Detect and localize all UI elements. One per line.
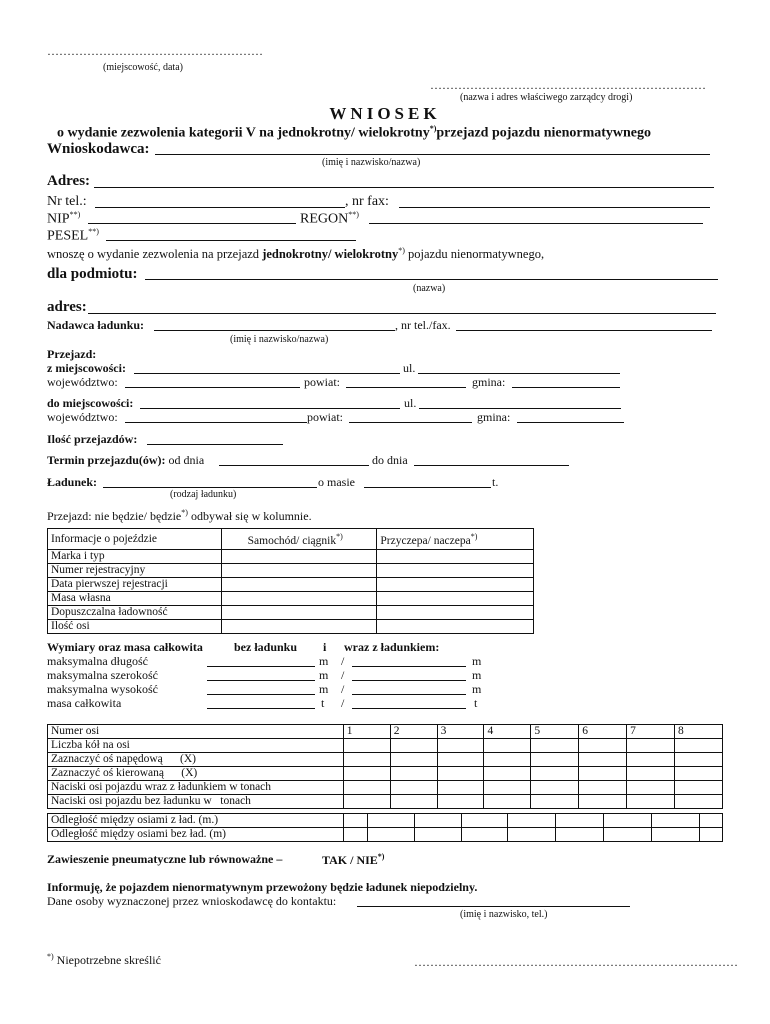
vehicle-row (48, 606, 534, 620)
suspension-label: Zawieszenie pneumatyczne lub równoważne – (47, 852, 283, 866)
vehicle-row (48, 578, 534, 592)
tel-label: Nr tel.: (47, 194, 87, 209)
dim-width-with[interactable] (352, 668, 466, 681)
axle-cell[interactable] (390, 781, 437, 795)
vehicle-row-label: Numer rejestracyjny (48, 564, 222, 578)
vehicle-cell[interactable] (377, 606, 534, 620)
vehicle-row (48, 592, 534, 606)
axle-distance-row (48, 814, 723, 828)
axle-row-label: Naciski osi pojazdu wraz z ładunkiem w tonach (48, 781, 344, 795)
road-manager-label: (nazwa i adres właściwego zarządcy drogi) (460, 92, 633, 103)
vehicle-row-label: Marka i typ (48, 550, 222, 564)
axle-number: 7 (627, 725, 675, 739)
tel-field[interactable] (95, 195, 345, 208)
axle-number: 8 (675, 725, 723, 739)
to-field[interactable] (140, 396, 400, 409)
axle-cell[interactable] (531, 767, 579, 781)
axle-number: 1 (343, 725, 390, 739)
axle-cell[interactable] (367, 814, 414, 828)
dimensions-without: bez ładunku (234, 640, 298, 654)
nip-field[interactable] (88, 211, 296, 224)
axle-cell[interactable] (556, 814, 604, 828)
axle-cell[interactable] (531, 753, 579, 767)
applicant-field[interactable] (155, 142, 710, 155)
fax-field[interactable] (399, 195, 710, 208)
axle-cell[interactable] (627, 767, 675, 781)
axle-table (47, 724, 723, 809)
indivisible-statement: Informuję, że pojazdem nienormatywnym przewożony będzie ładunek niepodzielny. (47, 880, 478, 894)
entity-label: dla podmiotu: (47, 266, 138, 282)
nip-label: NIP**) (47, 210, 81, 227)
axle-cell[interactable] (627, 739, 675, 753)
axle-cell[interactable] (343, 795, 390, 809)
axle-header-row (48, 725, 723, 739)
dim-mass-with[interactable] (352, 696, 466, 709)
axle-cell[interactable] (390, 795, 437, 809)
vehicle-cell[interactable] (377, 578, 534, 592)
axle-number: 6 (579, 725, 627, 739)
axle-cell[interactable] (508, 828, 556, 842)
dim-length-unit-2: m (472, 654, 482, 668)
to-street-label: ul. (404, 396, 417, 410)
from-voivodeship-label: województwo: (47, 375, 118, 389)
from-field[interactable] (134, 361, 400, 374)
dim-height-label: maksymalna wysokość (47, 682, 158, 696)
dim-mass-label: masa całkowita (47, 696, 122, 710)
vehicle-header-truck: Samochód/ ciągnik*) (221, 529, 377, 550)
vehicle-row-label: Masa własna (48, 592, 222, 606)
axle-cell[interactable] (675, 767, 723, 781)
axle-cell[interactable] (627, 795, 675, 809)
to-label: do miejscowości: (47, 396, 134, 410)
axle-cell[interactable] (579, 767, 627, 781)
cargo-unit: t. (492, 475, 499, 489)
axle-row (48, 767, 723, 781)
entity-field[interactable] (145, 267, 718, 280)
applicant-sub: (imię i nazwisko/nazwa) (322, 157, 421, 168)
term-row: Termin przejazdu(ów): od dnia (47, 453, 205, 467)
dim-length-label: maksymalna długość (47, 654, 148, 668)
axle-cell[interactable] (627, 781, 675, 795)
address-field[interactable] (94, 175, 714, 188)
vehicle-table (47, 528, 534, 634)
axle-row (48, 781, 723, 795)
dim-sep: / (341, 682, 345, 696)
axle-cell[interactable] (343, 781, 390, 795)
axle-row-label: Odległość między osiami z ład. (m.) (48, 814, 344, 828)
axle-cell[interactable] (390, 739, 437, 753)
axle-cell[interactable] (531, 781, 579, 795)
convoy-text: Przejazd: nie będzie/ będzie*) odbywał się w kolumnie. (47, 508, 312, 523)
axle-row (48, 795, 723, 809)
axle-cell[interactable] (604, 828, 652, 842)
vehicle-header-info: Informacje o pojeździe (48, 529, 222, 550)
cargo-mass-field[interactable] (364, 475, 491, 488)
to-commune-label: gmina: (477, 410, 511, 424)
vehicle-header-trailer: Przyczepa/ naczepa*) (377, 529, 534, 550)
axle-cell[interactable] (484, 753, 531, 767)
cargo-mass-label: o masie (318, 475, 355, 489)
axle-cell[interactable] (484, 767, 531, 781)
axle-row-label: Liczba kół na osi (48, 739, 344, 753)
axle-cell[interactable] (579, 795, 627, 809)
dim-sep: / (341, 668, 345, 682)
signature-dots[interactable]: ……………………………………………………………………… (414, 955, 738, 969)
contact-sub: (imię i nazwisko, tel.) (460, 909, 548, 920)
cargo-sub: (rodzaj ładunku) (170, 489, 237, 500)
road-manager-dots: …………………………………………………………… (430, 78, 706, 92)
axle-number: 2 (390, 725, 437, 739)
pesel-field[interactable] (106, 228, 356, 241)
axle-row (48, 739, 723, 753)
vehicle-row-label: Data pierwszej rejestracji (48, 578, 222, 592)
term-to-label: do dnia (372, 453, 408, 467)
cargo-field[interactable] (103, 475, 317, 488)
entity-address-label: adres: (47, 299, 87, 315)
axle-cell[interactable] (437, 753, 484, 767)
axle-cell[interactable] (675, 781, 723, 795)
dim-height-unit-2: m (472, 682, 482, 696)
suspension-value[interactable]: TAK / NIE*) (322, 852, 385, 867)
to-voivodeship-field[interactable] (125, 410, 307, 423)
axle-cell[interactable] (579, 781, 627, 795)
sender-tel-label: , nr tel./fax. (395, 318, 451, 332)
to-county-label: powiat: (307, 410, 343, 424)
vehicle-cell[interactable] (221, 550, 377, 564)
place-date-dots: ……………………………………………… (47, 44, 263, 58)
axle-cell[interactable] (556, 828, 604, 842)
axle-cell[interactable] (437, 795, 484, 809)
dim-sep: / (341, 696, 345, 710)
vehicle-cell[interactable] (221, 620, 377, 634)
dim-mass-unit: t (321, 696, 325, 710)
axle-cell[interactable] (343, 814, 367, 828)
axle-cell[interactable] (437, 781, 484, 795)
axle-cell[interactable] (579, 739, 627, 753)
vehicle-row-label: Ilość osi (48, 620, 222, 634)
dim-length-without[interactable] (207, 654, 315, 667)
axle-cell[interactable] (604, 814, 652, 828)
vehicle-cell[interactable] (221, 564, 377, 578)
dimensions-and: i (323, 640, 327, 654)
dim-length-unit: m (319, 654, 329, 668)
term-from-field[interactable] (219, 453, 369, 466)
axle-cell[interactable] (343, 828, 367, 842)
from-commune-label: gmina: (472, 375, 506, 389)
route-label: Przejazd: (47, 347, 97, 361)
axle-cell[interactable] (627, 753, 675, 767)
axle-cell[interactable] (461, 814, 508, 828)
axle-number: 3 (437, 725, 484, 739)
regon-label: REGON**) (300, 210, 359, 227)
axle-row (48, 753, 723, 767)
vehicle-row (48, 620, 534, 634)
axle-cell[interactable] (414, 814, 461, 828)
vehicle-cell[interactable] (377, 550, 534, 564)
sender-label: Nadawca ładunku: (47, 318, 145, 332)
contact-field[interactable] (357, 894, 630, 907)
axle-cell[interactable] (675, 753, 723, 767)
axle-row-label: Zaznaczyć oś napędową (X) (48, 753, 344, 767)
axle-cell[interactable] (390, 767, 437, 781)
trips-field[interactable] (147, 432, 283, 445)
axle-distance-table (47, 813, 723, 842)
from-commune-field[interactable] (512, 375, 620, 388)
axle-cell[interactable] (437, 739, 484, 753)
axle-cell[interactable] (343, 739, 390, 753)
axle-row-label: Odległość między osiami bez ład. (m) (48, 828, 344, 842)
entity-sub: (nazwa) (413, 283, 446, 294)
axle-cell[interactable] (699, 814, 722, 828)
vehicle-row-label: Dopuszczalna ładowność (48, 606, 222, 620)
to-commune-field[interactable] (517, 410, 624, 423)
dim-width-unit-2: m (472, 668, 482, 682)
from-county-label: powiat: (304, 375, 340, 389)
axle-cell[interactable] (579, 753, 627, 767)
cargo-label: Ładunek: (47, 475, 98, 489)
vehicle-cell[interactable] (377, 592, 534, 606)
to-county-field[interactable] (349, 410, 472, 423)
request-text: wnoszę o wydanie zezwolenia na przejazd jednokrotny/ wielokrotny*) pojazdu nienormatywnego, (47, 246, 545, 262)
place-date-label: (miejscowość, data) (103, 62, 183, 73)
axle-cell[interactable] (437, 767, 484, 781)
to-street-field[interactable] (419, 396, 621, 409)
footnote: *) Niepotrzebne skreślić (47, 952, 161, 967)
axle-cell[interactable] (675, 739, 723, 753)
dim-height-with[interactable] (352, 682, 466, 695)
sender-sub: (imię i nazwisko/nazwa) (230, 334, 329, 345)
applicant-label: Wnioskodawca: (47, 141, 150, 157)
from-street-label: ul. (403, 361, 416, 375)
axle-cell[interactable] (343, 753, 390, 767)
axle-number: 5 (531, 725, 579, 739)
axle-cell[interactable] (343, 767, 390, 781)
address-label: Adres: (47, 173, 91, 189)
axle-cell[interactable] (390, 753, 437, 767)
dim-height-without[interactable] (207, 682, 315, 695)
document-subtitle: o wydanie zezwolenia kategorii V na jednokrotny/ wielokrotny*)przejazd pojazdu nienormatywnego (57, 124, 652, 141)
document-title: WNIOSEK (329, 104, 441, 123)
dim-height-unit: m (319, 682, 329, 696)
vehicle-row (48, 550, 534, 564)
dim-width-label: maksymalna szerokość (47, 668, 158, 682)
vehicle-cell[interactable] (221, 606, 377, 620)
pesel-label: PESEL**) (47, 227, 99, 244)
vehicle-cell[interactable] (377, 620, 534, 634)
trips-label: Ilość przejazdów: (47, 432, 138, 446)
axle-cell[interactable] (484, 739, 531, 753)
from-county-field[interactable] (346, 375, 466, 388)
axle-header-label: Numer osi (48, 725, 344, 739)
sender-field[interactable] (154, 318, 395, 331)
axle-cell[interactable] (652, 814, 700, 828)
sender-tel-field[interactable] (456, 318, 712, 331)
axle-cell[interactable] (675, 795, 723, 809)
axle-cell[interactable] (531, 739, 579, 753)
dimensions-with: wraz z ładunkiem: (344, 640, 440, 654)
axle-row-label: Naciski osi pojazdu bez ładunku w tonach (48, 795, 344, 809)
contact-label: Dane osoby wyznaczonej przez wnioskodawcę do kontaktu: (47, 894, 337, 908)
to-voivodeship-label: województwo: (47, 410, 118, 424)
axle-number: 4 (484, 725, 531, 739)
regon-field[interactable] (369, 211, 703, 224)
axle-row-label: Zaznaczyć oś kierowaną (X) (48, 767, 344, 781)
dim-sep: / (341, 654, 345, 668)
from-label: z miejscowości: (47, 361, 126, 375)
vehicle-cell[interactable] (377, 564, 534, 578)
vehicle-row (48, 564, 534, 578)
dimensions-label: Wymiary oraz masa całkowita (47, 640, 203, 654)
vehicle-cell[interactable] (221, 578, 377, 592)
axle-cell[interactable] (508, 814, 556, 828)
fax-label: , nr fax: (345, 194, 389, 209)
axle-cell[interactable] (461, 828, 508, 842)
entity-address-field[interactable] (88, 301, 716, 314)
vehicle-table-header (48, 529, 534, 550)
vehicle-cell[interactable] (221, 592, 377, 606)
from-voivodeship-field[interactable] (125, 375, 300, 388)
dim-width-without[interactable] (207, 668, 315, 681)
dim-length-with[interactable] (352, 654, 466, 667)
term-to-field[interactable] (414, 453, 569, 466)
axle-cell[interactable] (367, 828, 414, 842)
dim-mass-without[interactable] (207, 696, 315, 709)
axle-cell[interactable] (699, 828, 722, 842)
axle-cell[interactable] (652, 828, 700, 842)
axle-distance-row (48, 828, 723, 842)
axle-cell[interactable] (414, 828, 461, 842)
dim-width-unit: m (319, 668, 329, 682)
dim-mass-unit-2: t (474, 696, 478, 710)
axle-cell[interactable] (484, 795, 531, 809)
axle-cell[interactable] (484, 781, 531, 795)
from-street-field[interactable] (418, 361, 620, 374)
axle-cell[interactable] (531, 795, 579, 809)
